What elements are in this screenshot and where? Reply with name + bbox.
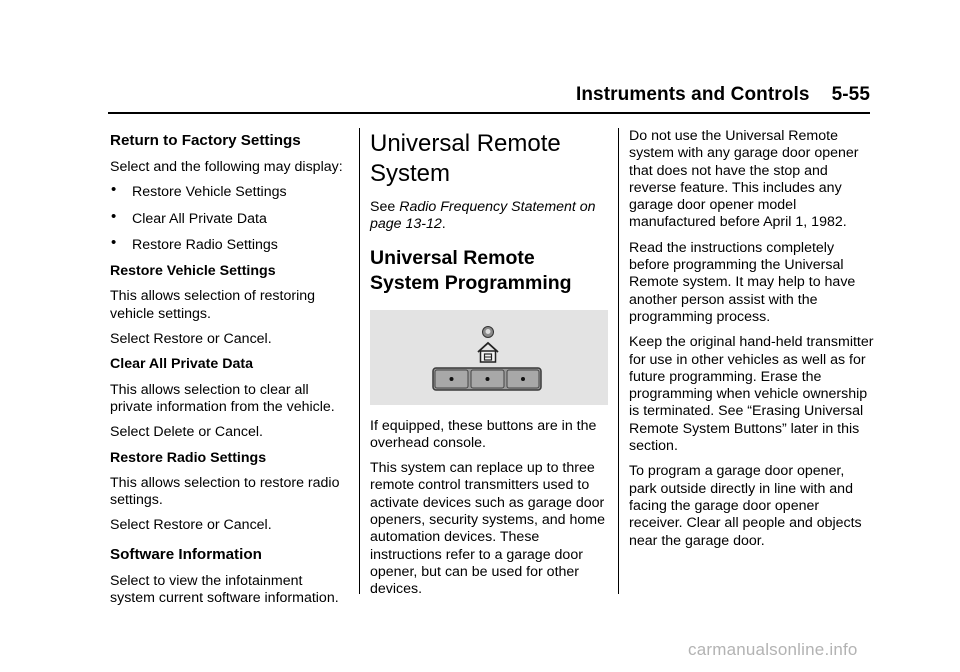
column-middle	[370, 128, 608, 607]
factory-settings-heading: Return to Factory Settings	[110, 132, 301, 149]
clear-private-heading: Clear All Private Data	[110, 356, 253, 373]
universal-remote-title: Universal Remote System	[370, 130, 561, 187]
page-header	[560, 84, 870, 106]
restore-vehicle-action: Select Restore or Cancel.	[110, 331, 272, 348]
header-rule	[108, 112, 870, 114]
see-reference	[370, 199, 608, 234]
restore-vehicle-heading: Restore Vehicle Settings	[110, 263, 276, 280]
column-divider-1	[359, 128, 360, 594]
factory-settings-intro: Select and the following may display:	[110, 159, 343, 175]
keep-transmitter-text: Keep the original hand-held transmitter for use in other vehicles as well as for future programming. Erase the programming when vehicle ownership is terminated. See “Erasing Universal Remote System Buttons” later in this section.	[629, 334, 874, 455]
console-location-text: If equipped, these buttons are in the overhead console.	[370, 417, 597, 451]
list-item: • Restore Vehicle Settings	[110, 184, 350, 201]
restore-radio-action: Select Restore or Cancel.	[110, 517, 272, 534]
restore-vehicle-desc: This allows selection of restoring vehicle settings.	[110, 288, 316, 322]
restore-radio-heading: Restore Radio Settings	[110, 449, 267, 466]
restore-radio-desc: This allows selection to restore radio settings.	[110, 474, 340, 509]
see-suffix: .	[441, 216, 446, 233]
factory-settings-list	[110, 184, 350, 254]
list-item: • Restore Radio Settings	[110, 237, 350, 254]
column-left	[110, 128, 350, 615]
list-item: • Clear All Private Data	[110, 211, 350, 228]
column-divider-2	[618, 128, 619, 594]
read-instructions-text: Read the instructions completely before programming the Universal Remote system. It may help to have another person assist with the programming process.	[629, 239, 856, 325]
overhead-console-figure	[370, 310, 608, 405]
console-button-group	[433, 368, 541, 390]
home-icon	[478, 343, 498, 362]
software-info-desc: Select to view the infotainment system current software information.	[110, 572, 339, 607]
console-buttons-illustration	[370, 310, 608, 405]
see-reference-link[interactable]: Radio Frequency Statement on page 13-12	[370, 199, 596, 233]
software-info-heading: Software Information	[110, 545, 262, 563]
safety-warning-text: Do not use the Universal Remote system with any garage door opener that does not have the stop and reverse feature. This includes any garage door opener model manufactured before April 1, 1982.	[629, 128, 859, 231]
watermark: carmanualsonline.info	[688, 640, 858, 659]
clear-private-desc: This allows selection to clear all private information from the vehicle.	[110, 381, 335, 415]
program-opener-text: To program a garage door opener, park outside directly in line with and facing the garage door opener receiver. Clear all people and objects near the garage door.	[629, 463, 862, 549]
see-prefix: See	[370, 199, 396, 215]
system-description-text: This system can replace up to three remote control transmitters used to activate devices such as garage door openers, security systems, and home automation devices. These instructions refer to a garage door opener, but can be used for other devices.	[370, 460, 605, 598]
clear-private-action: Select Delete or Cancel.	[110, 424, 263, 441]
column-right	[629, 128, 874, 558]
indicator-light-icon	[483, 326, 494, 337]
section-title: Instruments and Controls	[575, 84, 810, 105]
programming-heading: Universal Remote System Programming	[370, 246, 572, 294]
page-number: 5-55	[831, 84, 870, 105]
